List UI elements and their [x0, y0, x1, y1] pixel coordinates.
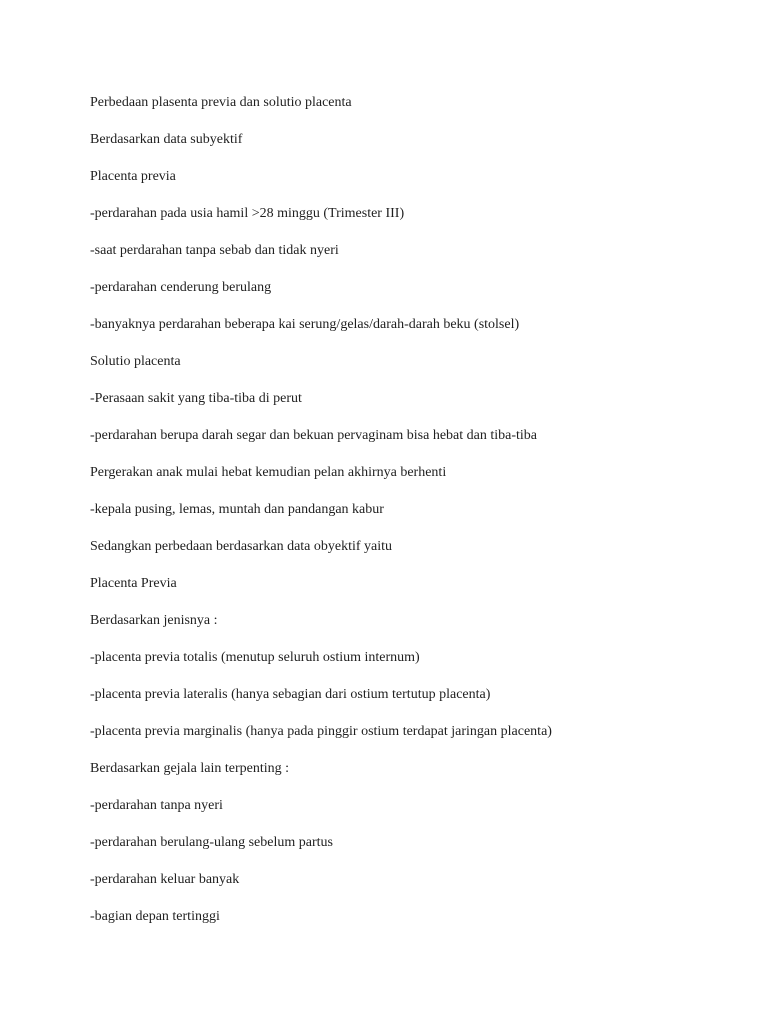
- list-item: -placenta previa lateralis (hanya sebagian dari ostium tertutup placenta): [90, 687, 491, 702]
- paragraph: Pergerakan anak mulai hebat kemudian pelan akhirnya berhenti: [90, 465, 447, 480]
- document-body: [90, 93, 730, 944]
- list-item: -perdarahan berupa darah segar dan bekuan pervaginam bisa hebat dan tiba-tiba: [90, 428, 538, 443]
- list-item: -perdarahan pada usia hamil >28 minggu (Trimester III): [90, 206, 405, 221]
- list-item: -Perasaan sakit yang tiba-tiba di perut: [90, 391, 302, 406]
- group-heading: Berdasarkan gejala lain terpenting :: [90, 761, 290, 776]
- list-item: -placenta previa totalis (menutup seluruh ostium internum): [90, 650, 420, 665]
- group-heading: Berdasarkan jenisnya :: [90, 613, 218, 628]
- subsection-heading: Placenta Previa: [90, 576, 177, 591]
- section-heading: Sedangkan perbedaan berdasarkan data obyektif yaitu: [90, 539, 393, 554]
- subsection-heading: Placenta previa: [90, 169, 176, 184]
- section-heading: Berdasarkan data subyektif: [90, 132, 243, 147]
- document-title: Perbedaan plasenta previa dan solutio placenta: [90, 95, 352, 110]
- list-item: -perdarahan berulang-ulang sebelum partus: [90, 835, 333, 850]
- list-item: -perdarahan keluar banyak: [90, 872, 240, 887]
- list-item: -saat perdarahan tanpa sebab dan tidak nyeri: [90, 243, 339, 258]
- list-item: -perdarahan tanpa nyeri: [90, 798, 223, 813]
- list-item: -placenta previa marginalis (hanya pada pinggir ostium terdapat jaringan placenta): [90, 724, 552, 739]
- list-item: -perdarahan cenderung berulang: [90, 280, 272, 295]
- list-item: -kepala pusing, lemas, muntah dan pandangan kabur: [90, 502, 384, 517]
- list-item: -banyaknya perdarahan beberapa kai serung/gelas/darah-darah beku (stolsel): [90, 317, 520, 332]
- subsection-heading: Solutio placenta: [90, 354, 181, 369]
- list-item: -bagian depan tertinggi: [90, 909, 220, 924]
